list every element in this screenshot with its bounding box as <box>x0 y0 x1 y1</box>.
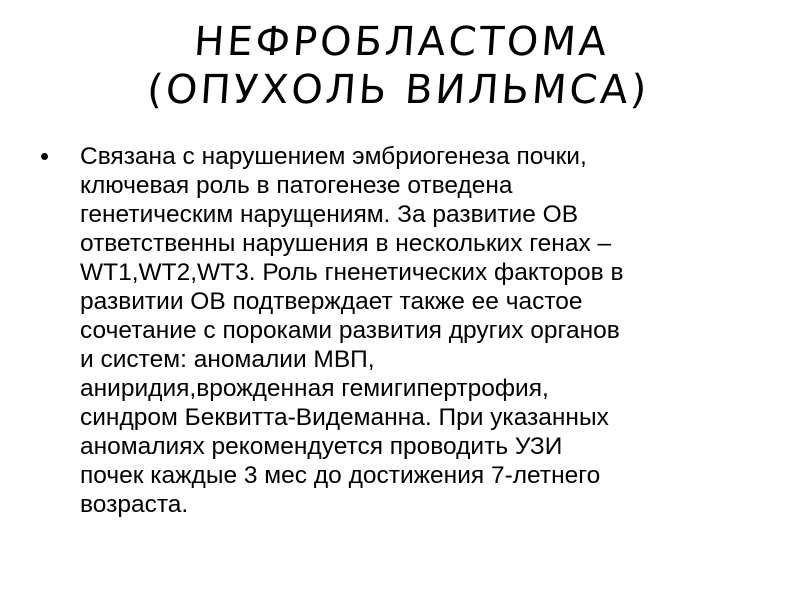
text-line: и систем: аномалии МВП, <box>80 346 375 373</box>
text-line: генетическим нарущениям. За развитие ОВ <box>80 201 579 228</box>
slide-title <box>37 18 764 114</box>
text-line: WT1,WT2,WT3. Роль гненетических факторов в <box>80 259 624 286</box>
text-line: сочетание с пороками развития других органов <box>80 317 620 344</box>
slide-title-line-1: НЕФРОБЛАСТОМА <box>192 19 611 65</box>
text-line: аномалиях рекомендуется проводить УЗИ <box>80 433 563 460</box>
slide-title-line-2: (ОПУХОЛЬ ВИЛЬМСА) <box>145 67 651 113</box>
bullet-item <box>40 142 760 519</box>
text-line: Связана с нарушением эмбриогенеза почки, <box>80 143 587 170</box>
text-line: синдром Беквитта-Видеманна. При указанных <box>80 404 609 431</box>
text-line: развитии ОВ подтверждает также ее частое <box>80 288 583 315</box>
bullet-text <box>80 142 760 519</box>
text-line: почек каждые 3 мес до достижения 7-летнего <box>80 462 601 489</box>
slide-content <box>40 142 760 519</box>
text-line: аниридия,врожденная гемигипертрофия, <box>80 375 549 402</box>
text-line: возраста. <box>80 491 189 518</box>
text-line: ответственны нарушения в нескольких генах – <box>80 230 612 257</box>
bullet-icon: • <box>40 141 50 171</box>
text-line: ключевая роль в патогенезе отведена <box>80 172 513 199</box>
